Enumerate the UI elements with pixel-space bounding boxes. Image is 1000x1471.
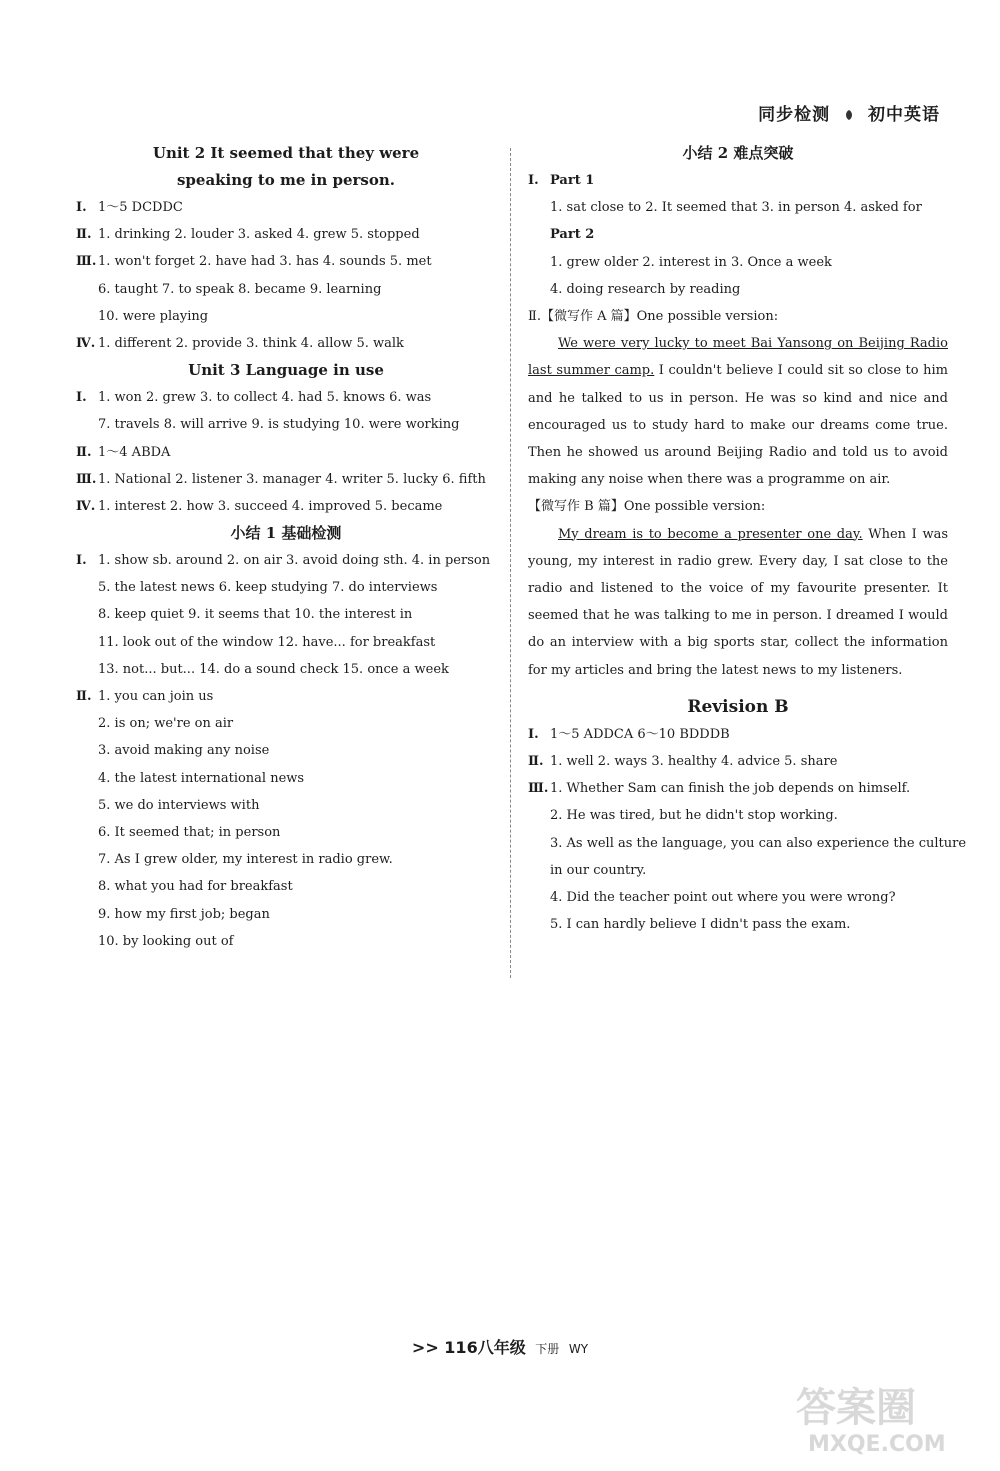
writing-b-paragraph bbox=[528, 521, 948, 684]
answer-line bbox=[76, 439, 496, 466]
answer-line bbox=[76, 194, 496, 221]
answer-text: 7. As I grew older, my interest in radio grew. bbox=[98, 852, 393, 868]
writing-b-topic-sentence: My dream is to become a presenter one day. bbox=[558, 526, 863, 542]
section-numeral: Ⅱ. bbox=[76, 689, 92, 704]
answer-line bbox=[528, 884, 948, 911]
answer-line bbox=[528, 802, 948, 829]
section-numeral: Ⅲ. bbox=[528, 781, 549, 797]
answer-text: 7. travels 8. will arrive 9. is studying 10. were working bbox=[98, 417, 460, 433]
leaf-icon bbox=[843, 109, 855, 121]
answer-text: 8. keep quiet 9. it seems that 10. the interest in bbox=[98, 607, 413, 623]
answer-text: 1. sat close to 2. It seemed that 3. in person 4. asked for bbox=[550, 200, 922, 216]
answer-line bbox=[76, 656, 496, 683]
unit3-title: Unit 3 Language in use bbox=[188, 361, 384, 380]
section-numeral: Ⅳ. bbox=[76, 335, 96, 351]
summary2-answers bbox=[528, 167, 948, 303]
answer-text: 8. what you had for breakfast bbox=[98, 879, 293, 895]
answer-line bbox=[76, 683, 496, 710]
answer-line bbox=[76, 221, 496, 248]
answer-text: Part 1 bbox=[550, 173, 595, 188]
answer-line bbox=[528, 830, 967, 857]
page-footer bbox=[0, 1335, 1000, 1358]
page-header bbox=[758, 100, 940, 125]
unit2-title-line1: Unit 2 It seemed that they were bbox=[152, 144, 420, 162]
answer-line bbox=[76, 330, 496, 357]
right-column bbox=[528, 140, 967, 938]
answer-text: 3. As well as the language, you can also experience the culture bbox=[550, 835, 967, 851]
answer-text: 1. won 2. grew 3. to collect 4. had 5. knows 6. was bbox=[98, 390, 432, 406]
answer-line bbox=[76, 629, 496, 656]
answer-line bbox=[528, 911, 948, 938]
answer-text: 9. how my first job; began bbox=[98, 906, 270, 922]
answer-line bbox=[528, 721, 948, 748]
section-numeral: Ⅰ. bbox=[76, 390, 87, 406]
answer-line bbox=[76, 384, 496, 411]
answer-text: 5. I can hardly believe I didn't pass the exam. bbox=[550, 917, 851, 933]
answer-line bbox=[76, 737, 496, 764]
writing-a-body: I couldn't believe I could sit so close to him and he talked to us in person. He was so kind and nice and encouraged us to study hard to make our dreams come true. Then he showed us around Beijing Radio and told us to avoid making any noise when there was a programme on air. bbox=[528, 363, 948, 488]
answer-line bbox=[76, 276, 496, 303]
answer-text: 1. National 2. listener 3. manager 4. writer 5. lucky 6. fifth bbox=[98, 471, 486, 487]
writing-a-topic-sentence: We were very lucky to meet Bai Yansong on Beijing Radio last summer camp. bbox=[528, 336, 948, 379]
answer-text: 1. won't forget 2. have had 3. has 4. sounds 5. met bbox=[98, 254, 432, 270]
watermark-url: MXQE.COM bbox=[808, 1432, 946, 1457]
answer-text: 1. interest 2. how 3. succeed 4. improved 5. became bbox=[98, 498, 443, 514]
answer-line bbox=[76, 547, 496, 574]
left-column bbox=[76, 140, 496, 955]
answer-line bbox=[76, 819, 496, 846]
section-numeral: Ⅱ. bbox=[528, 753, 544, 769]
grade-label: 八年级 bbox=[477, 1338, 526, 1357]
header-series: 同步检测 bbox=[758, 105, 831, 125]
section-numeral: Ⅱ. bbox=[76, 227, 92, 243]
answer-line bbox=[76, 466, 496, 493]
answer-text: 5. we do interviews with bbox=[98, 797, 260, 813]
answer-text: 3. avoid making any noise bbox=[98, 743, 270, 759]
watermark-logo bbox=[788, 1369, 978, 1459]
answer-text: 4. the latest international news bbox=[98, 770, 305, 786]
answer-text: 1. drinking 2. louder 3. asked 4. grew 5. stopped bbox=[98, 227, 420, 243]
answer-line bbox=[528, 249, 948, 276]
writing-b-body: When I was young, my interest in radio grew. Every day, I sat close to the radio and listened to the voice of my favourite presenter. It seemed that he was talking to me in person. I dreamed I would do an interview with a big sports star, collect the information for my articles and bring the latest news to my listeners. bbox=[528, 526, 948, 678]
answer-line bbox=[76, 574, 496, 601]
edition-label: WY bbox=[568, 1342, 589, 1356]
answer-line bbox=[76, 248, 496, 275]
answer-text: 6. taught 7. to speak 8. became 9. learning bbox=[98, 281, 382, 297]
revision-title: Revision B bbox=[687, 696, 789, 717]
answer-line bbox=[528, 775, 948, 802]
answer-line bbox=[76, 901, 496, 928]
answer-line bbox=[76, 846, 496, 873]
answer-text: 1～4 ABDA bbox=[98, 444, 171, 460]
answer-line bbox=[76, 411, 496, 438]
answer-text: 1. grew older 2. interest in 3. Once a week bbox=[550, 254, 832, 270]
header-subject: 初中英语 bbox=[868, 105, 940, 125]
answer-text: 4. doing research by reading bbox=[550, 281, 741, 297]
answer-line bbox=[76, 873, 496, 900]
answer-text: 11. look out of the window 12. have... for breakfast bbox=[98, 634, 436, 650]
unit2-title-line2: speaking to me in person. bbox=[176, 171, 396, 189]
section-numeral: Ⅱ. bbox=[76, 444, 92, 460]
answer-line bbox=[76, 765, 496, 792]
answer-line bbox=[76, 928, 496, 955]
section-numeral: Ⅳ. bbox=[76, 498, 96, 514]
answer-line bbox=[528, 276, 948, 303]
answer-line bbox=[76, 792, 496, 819]
answer-text: 1. show sb. around 2. on air 3. avoid doing sth. 4. in person bbox=[98, 553, 491, 569]
volume-label: 下册 bbox=[535, 1342, 560, 1356]
writing-a-label: Ⅱ.【微写作 A 篇】One possible version: bbox=[528, 308, 779, 324]
section-numeral: Ⅲ. bbox=[76, 254, 97, 270]
column-divider bbox=[510, 148, 511, 978]
answer-text: 1. different 2. provide 3. think 4. allow 5. walk bbox=[98, 335, 404, 351]
section-numeral: Ⅰ. bbox=[76, 553, 87, 569]
writing-b-label: 【微写作 B 篇】One possible version: bbox=[528, 499, 766, 515]
answer-text: 4. Did the teacher point out where you were wrong? bbox=[550, 889, 896, 905]
answer-text: 1. Whether Sam can finish the job depends on himself. bbox=[550, 781, 911, 797]
answer-text: 1～5 DCDDC bbox=[98, 200, 183, 215]
summary2-title: 小结 2 难点突破 bbox=[682, 144, 794, 162]
answer-line bbox=[528, 194, 948, 221]
unit3-answers bbox=[76, 384, 496, 520]
summary1-title: 小结 1 基础检测 bbox=[230, 524, 342, 543]
watermark-text: 答案圈 bbox=[796, 1385, 916, 1431]
answer-text: in our country. bbox=[550, 862, 647, 878]
page-number: 116 bbox=[444, 1338, 478, 1357]
answer-text: Part 2 bbox=[550, 227, 595, 243]
answer-text: 10. by looking out of bbox=[98, 933, 234, 949]
answer-line bbox=[76, 601, 496, 628]
section-numeral: Ⅰ. bbox=[528, 173, 539, 188]
answer-line bbox=[528, 748, 948, 775]
answer-line bbox=[528, 221, 948, 248]
answer-line bbox=[76, 303, 496, 330]
answer-line bbox=[76, 710, 496, 737]
unit2-answers bbox=[76, 194, 496, 357]
answer-line bbox=[76, 493, 496, 520]
answer-text: 1. well 2. ways 3. healthy 4. advice 5. share bbox=[550, 753, 838, 769]
answer-text: 13. not... but... 14. do a sound check 15. once a week bbox=[98, 661, 449, 677]
answer-text: 1～5 ADDCA 6～10 BDDDB bbox=[550, 726, 730, 742]
revision-answers bbox=[528, 721, 967, 939]
answer-text: 2. He was tired, but he didn't stop working. bbox=[550, 808, 838, 824]
answer-text: 1. you can join us bbox=[98, 689, 214, 704]
section-numeral: Ⅲ. bbox=[76, 471, 97, 487]
section-numeral: Ⅰ. bbox=[76, 200, 87, 215]
answer-text: 10. were playing bbox=[98, 308, 209, 324]
footer-arrows: >> bbox=[411, 1338, 439, 1357]
answer-text: 6. It seemed that; in person bbox=[98, 824, 281, 840]
answer-line bbox=[528, 857, 948, 884]
answer-line bbox=[528, 167, 948, 194]
summary1-answers bbox=[76, 547, 496, 955]
answer-text: 2. is on; we're on air bbox=[98, 716, 234, 732]
answer-text: 5. the latest news 6. keep studying 7. do interviews bbox=[98, 580, 438, 596]
writing-a-paragraph bbox=[528, 330, 948, 493]
section-numeral: Ⅰ. bbox=[528, 726, 539, 742]
